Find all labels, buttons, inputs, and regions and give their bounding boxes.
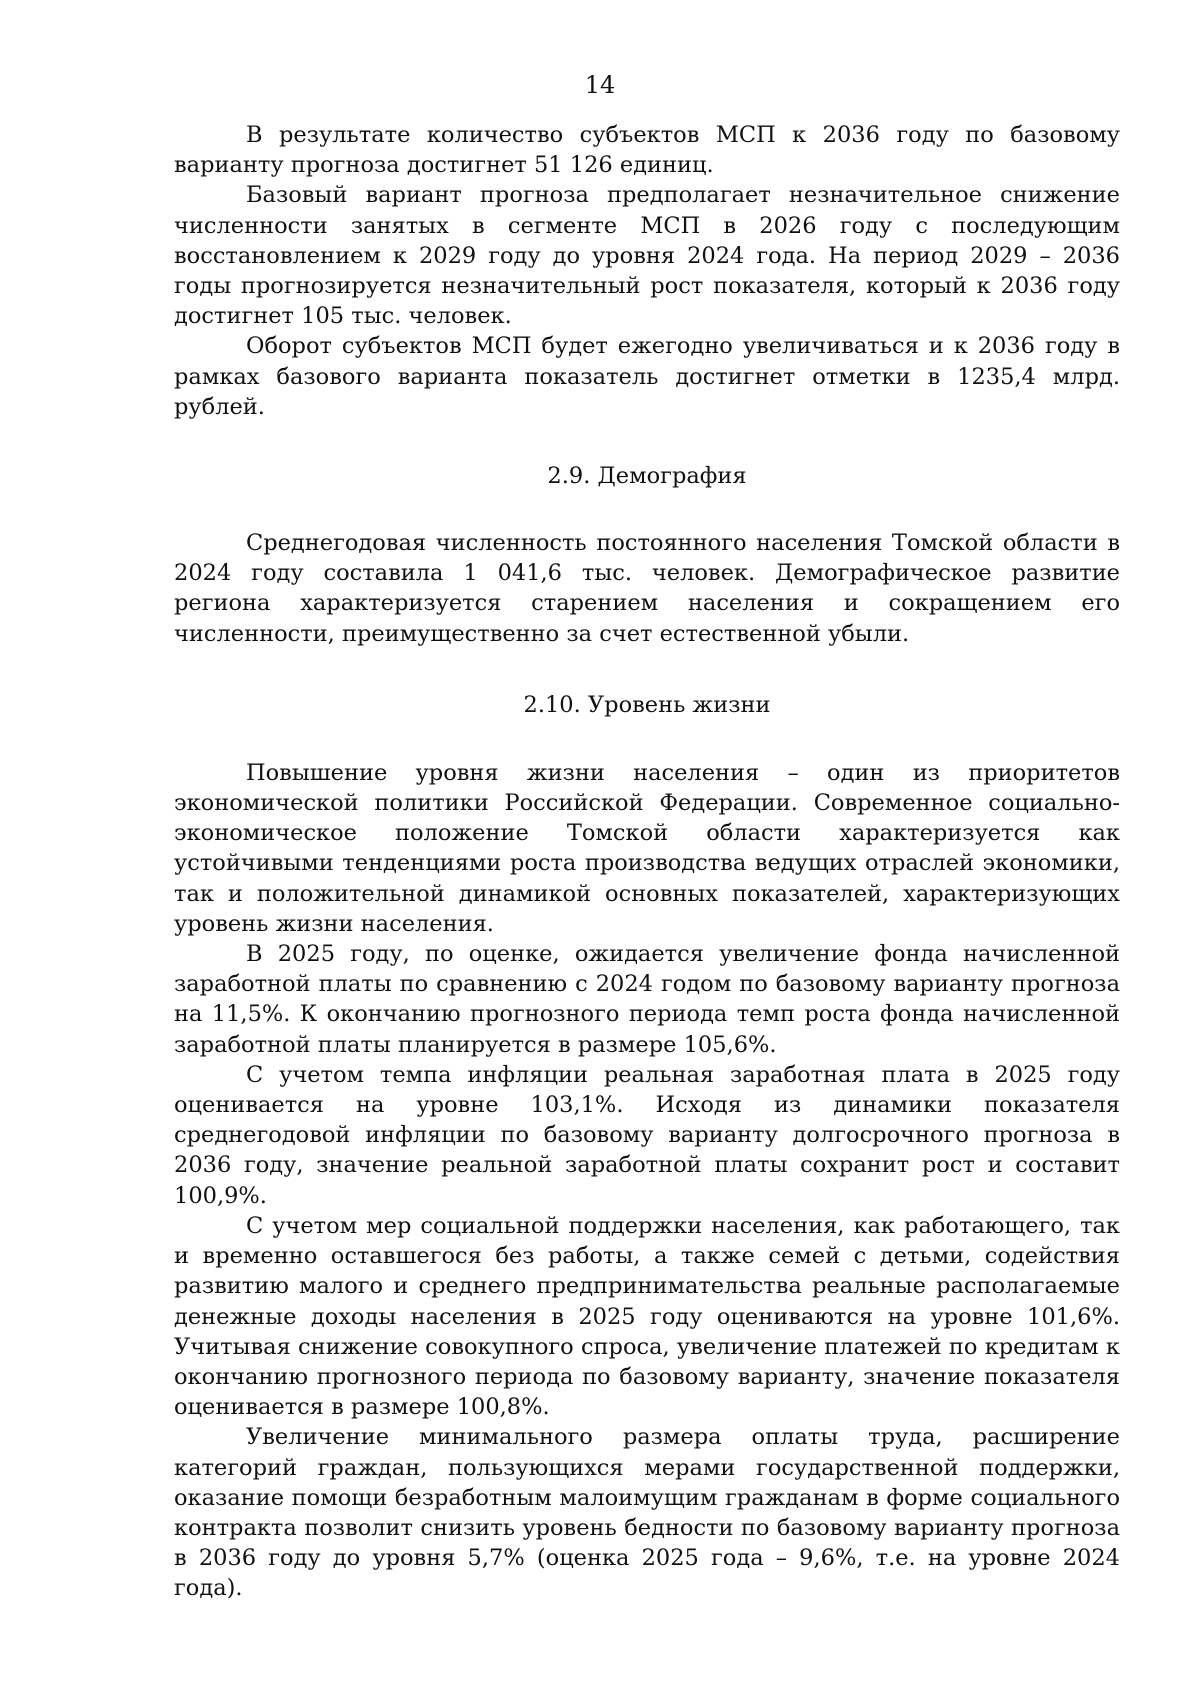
paragraph-msp-employment: Базовый вариант прогноза предполагает незначительное снижение численности занятых в сегменте МСП в 2026 году с последующим восстановлением к 2029 году до уровня 2024 года. На период 2029 – 2036 годы прогнозируется незначительный рост показателя, который к 2036 году достигнет 105 тыс. человек. <box>174 182 1120 330</box>
section-heading-living-standards: 2.10. Уровень жизни <box>523 691 771 718</box>
paragraph-population: Среднегодовая численность постоянного населения Томской области в 2024 году составила 1 041,6 тыс. человек. Демографическое развитие региона характеризуется старением населения и сокращением его численности, преимущественно за счет естественной убыли. <box>174 530 1120 647</box>
paragraph-poverty-level: Увеличение минимального размера оплаты труда, расширение категорий граждан, пользующихся мерами государственной поддержки, оказание помощи безработным малоимущим гражданам в форме социального контракта позволит снизить уровень бедности по базовому варианту прогноза в 2036 году до уровня 5,7% (оценка 2025 года – 9,6%, т.е. на уровне 2024 года). <box>174 1424 1120 1602</box>
paragraph-msp-turnover: Оборот субъектов МСП будет ежегодно увеличиваться и к 2036 году в рамках базового варианта показатель достигнет отметки в 1235,4 млрд. рублей. <box>174 333 1120 420</box>
page-number: 14 <box>584 71 616 99</box>
paragraph-living-standards-priority: Повышение уровня жизни населения – один из приоритетов экономической политики Российской Федерации. Современное социально-экономическое положение Томской области характеризуется как устойчивыми тенденциями роста производства ведущих отраслей экономики, так и положительной динамикой основных показателей, характеризующих уровень жизни населения. <box>174 759 1120 937</box>
paragraph-msp-count: В результате количество субъектов МСП к 2036 году по базовому варианту прогноза достигнет 51 126 единиц. <box>174 122 1120 179</box>
paragraph-real-income: С учетом мер социальной поддержки населения, как работающего, так и временно оставшегося без работы, а также семей с детьми, содействия развитию малого и среднего предпринимательства реальные располагаемые денежные доходы населения в 2025 году оцениваются на уровне 101,6%. Учитывая снижение совокупного спроса, увеличение платежей по кредитам к окончанию прогнозного периода по базовому варианту, значение показателя оценивается в размере 100,8%. <box>174 1212 1120 1421</box>
paragraph-real-wages: С учетом темпа инфляции реальная заработная плата в 2025 году оценивается на уровне 103,1%. Исходя из динамики показателя среднегодовой инфляции по базовому варианту долгосрочного прогноза в 2036 году, значение реальной заработной платы сохранит рост и составит 100,9%. <box>174 1061 1120 1209</box>
document-body <box>174 120 1120 1604</box>
section-heading-demography: 2.9. Демография <box>547 463 747 490</box>
paragraph-wage-fund: В 2025 году, по оценке, ожидается увеличение фонда начисленной заработной платы по сравнению с 2024 годом по базовому варианту прогноза на 11,5%. К окончанию прогнозного периода темп роста фонда начисленной заработной платы планируется в размере 105,6%. <box>174 941 1120 1058</box>
